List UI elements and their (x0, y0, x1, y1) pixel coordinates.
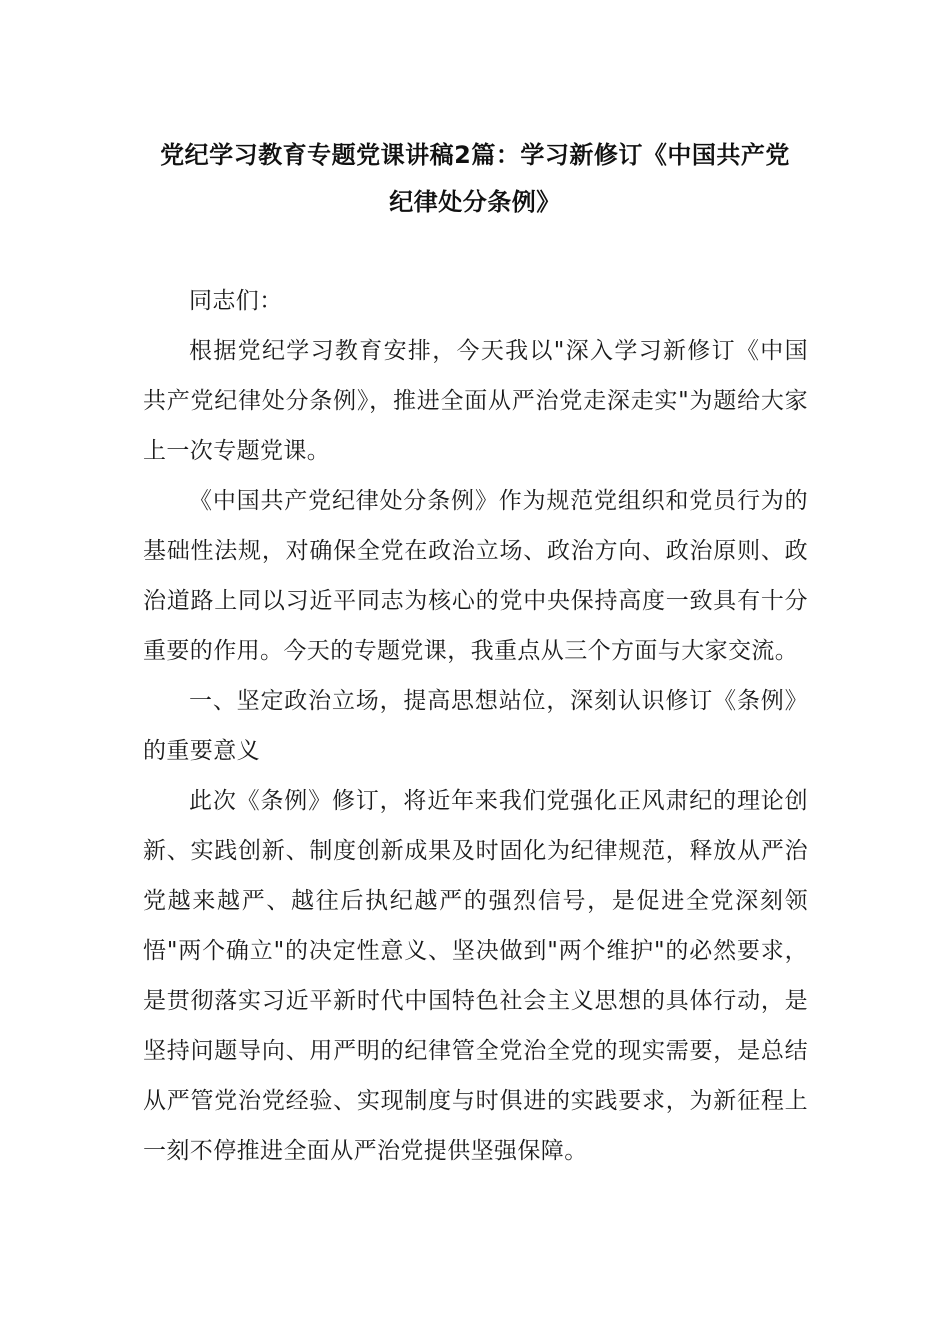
paragraph-intro: 根据党纪学习教育安排，今天我以"深入学习新修订《中国共产党纪律处分条例》，推进全面从严治党走深走实"为题给大家上一次专题党课。 (143, 338, 808, 464)
document-title: 党纪学习教育专题党课讲稿2篇：学习新修订《中国共产党纪律处分条例》 (160, 141, 790, 216)
document-body (143, 276, 808, 1176)
section-heading-one: 一、坚定政治立场，提高思想站位，深刻认识修订《条例》的重要意义 (143, 688, 808, 764)
paragraph-significance: 此次《条例》修订，将近年来我们党强化正风肃纪的理论创新、实践创新、制度创新成果及时固化为纪律规范，释放从严治党越来越严、越往后执纪越严的强烈信号，是促进全党深刻领悟"两个确立"的决定性意义、坚决做到"两个维护"的必然要求，是贯彻落实习近平新时代中国特色社会主义思想的具体行动，是坚持问题导向、用严明的纪律管全党治全党的现实需要，是总结从严管党治党经验、实现制度与时俱进的实践要求，为新征程上一刻不停推进全面从严治党提供坚强保障。 (143, 788, 808, 1164)
paragraph-background: 《中国共产党纪律处分条例》作为规范党组织和党员行为的基础性法规，对确保全党在政治立场、政治方向、政治原则、政治道路上同以习近平同志为核心的党中央保持高度一致具有十分重要的作用。今天的专题党课，我重点从三个方面与大家交流。 (143, 488, 808, 664)
salutation: 同志们： (189, 288, 283, 314)
